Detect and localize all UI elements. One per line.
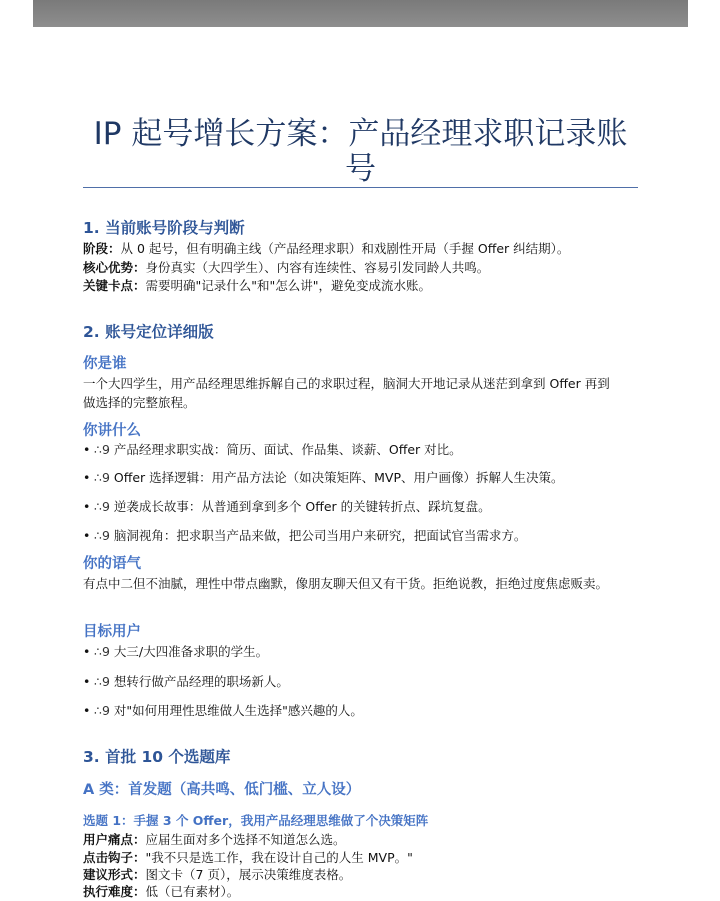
viewer-top-bar <box>33 0 688 27</box>
audience-heading: 目标用户 <box>83 624 141 640</box>
section-3-heading: 3. 首批 10 个选题库 <box>83 748 231 766</box>
class-a-heading: A 类：首发题（高共鸣、低门槛、立人设） <box>83 782 361 798</box>
advantage-row <box>83 258 638 277</box>
row-label: 点击钩子： <box>83 850 146 865</box>
blocker-row <box>83 276 638 295</box>
bullet-dot-icon: • <box>83 674 91 689</box>
who-text: 一个大四学生，用产品经理思维拆解自己的求职过程，脑洞大开地记录从迷茫到拿到 Offer 再到做选择的完整旅程。 <box>83 376 610 410</box>
list-item <box>83 672 289 691</box>
tone-heading: 你的语气 <box>83 556 141 572</box>
what-heading: 你讲什么 <box>83 423 141 439</box>
list-item <box>83 701 363 720</box>
list-item <box>83 468 564 487</box>
list-item <box>83 440 462 459</box>
tone-text: 有点中二但不油腻，理性中带点幽默，像朋友聊天但又有干货。拒绝说教，拒绝过度焦虑贩卖。 <box>83 576 609 591</box>
row-text: 应届生面对多个选择不知道怎么选。 <box>145 832 346 847</box>
bullet-dot-icon: • <box>83 528 91 543</box>
row-label: 核心优势： <box>83 260 146 275</box>
list-item-text: 产品经理求职实战：简历、面试、作品集、谈薪、Offer 对比。 <box>113 442 462 457</box>
list-item-text: 逆袭成长故事：从普通到拿到多个 Offer 的关键转折点、踩坑复盘。 <box>113 499 491 514</box>
bullet-dot-icon: • <box>83 442 91 457</box>
list-item-text: 大三/大四准备求职的学生。 <box>113 644 269 659</box>
bullet-glyph: ∴9 <box>94 442 110 457</box>
topic-1-heading: 选题 1：手握 3 个 Offer，我用产品经理思维做了个决策矩阵 <box>83 813 429 828</box>
row-label: 阶段： <box>83 241 121 256</box>
row-label: 建议形式： <box>83 867 146 882</box>
row-text: 图文卡（7 页），展示决策维度表格。 <box>145 867 352 882</box>
row-text: "我不只是选工作，我在设计自己的人生 MVP。" <box>145 850 413 865</box>
row-label: 关键卡点： <box>83 278 146 293</box>
difficulty-row <box>83 882 638 901</box>
title-underline <box>83 187 638 188</box>
section-1-heading: 1. 当前账号阶段与判断 <box>83 219 245 237</box>
bullet-glyph: ∴9 <box>94 703 110 718</box>
list-item <box>83 497 491 516</box>
bullet-glyph: ∴9 <box>94 644 110 659</box>
document-page <box>0 27 720 900</box>
list-item-text: 脑洞视角：把求职当产品来做，把公司当用户来研究，把面试官当需求方。 <box>113 528 527 543</box>
bullet-glyph: ∴9 <box>94 470 110 485</box>
section-2-heading: 2. 账号定位详细版 <box>83 323 214 341</box>
pain-point-row <box>83 830 638 849</box>
document-title: IP 起号增长方案：产品经理求职记录账号 <box>93 116 628 187</box>
bullet-glyph: ∴9 <box>94 674 110 689</box>
who-heading: 你是谁 <box>83 356 127 372</box>
row-text: 身份真实（大四学生）、内容有连续性、容易引发同龄人共鸣。 <box>145 260 490 275</box>
list-item-text: Offer 选择逻辑：用产品方法论（如决策矩阵、MVP、用户画像）拆解人生决策。 <box>113 470 564 485</box>
row-text: 需要明确"记录什么"和"怎么讲"，避免变成流水账。 <box>145 278 432 293</box>
row-text: 低（已有素材）。 <box>145 884 240 899</box>
stage-row <box>83 239 638 258</box>
bullet-dot-icon: • <box>83 644 91 659</box>
list-item <box>83 526 526 545</box>
bullet-glyph: ∴9 <box>94 528 110 543</box>
row-label: 执行难度： <box>83 884 146 899</box>
bullet-dot-icon: • <box>83 499 91 514</box>
list-item-text: 对"如何用理性思维做人生选择"感兴趣的人。 <box>113 703 363 718</box>
row-label: 用户痛点： <box>83 832 146 847</box>
bullet-glyph: ∴9 <box>94 499 110 514</box>
bullet-dot-icon: • <box>83 703 91 718</box>
bullet-dot-icon: • <box>83 470 91 485</box>
row-text: 从 0 起号，但有明确主线（产品经理求职）和戏剧性开局（手握 Offer 纠结期）。 <box>120 241 570 256</box>
list-item <box>83 642 268 661</box>
list-item-text: 想转行做产品经理的职场新人。 <box>113 674 289 689</box>
